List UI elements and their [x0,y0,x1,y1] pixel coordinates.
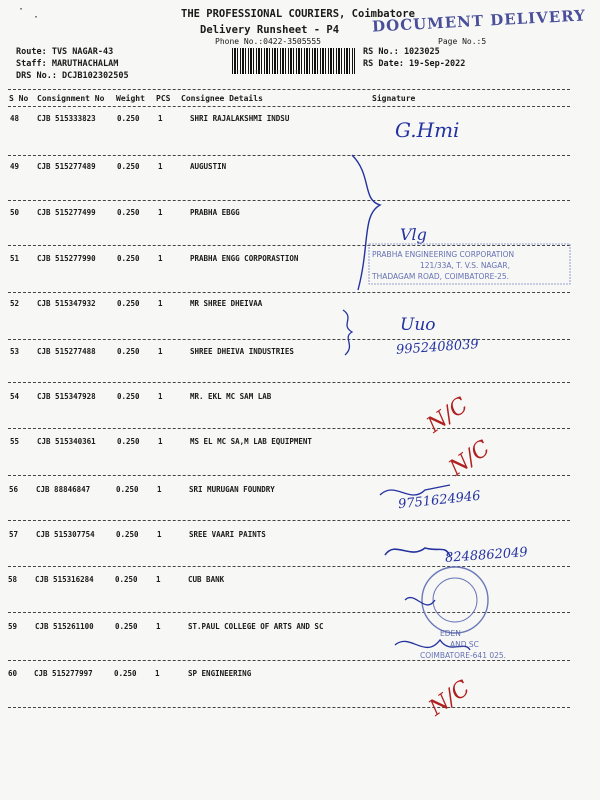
row-consignment: CJB 515340361 [37,437,96,446]
row-consignee: SP ENGINEERING [188,669,252,678]
row-weight: 0.250 [114,669,137,678]
signature-stroke [405,598,435,605]
row-consignment: CJB 88846847 [36,485,91,494]
row-pcs: 1 [157,530,162,539]
prabha-company-stamp [372,249,514,282]
row-sno: 53 [10,347,20,356]
no-contact-60: N/C [424,675,475,722]
row-consignee: PRABHA ENGG CORPORASTION [190,254,299,263]
scan-mark: · [18,4,25,15]
row-sno: 52 [10,299,20,308]
col-consignment: Consignment No [37,94,105,103]
row-pcs: 1 [158,299,163,308]
phone-number: Phone No.:0422-3505555 [215,37,321,46]
stamp-line: 121/33A, T. V.S. NAGAR, [420,261,510,270]
stamp-line: PRABHA ENGINEERING CORPORATION [372,250,515,259]
row-pcs: 1 [158,392,163,401]
round-seal-inner [433,578,477,622]
row-consignee: AUGUSTIN [190,162,227,171]
row-sno: 58 [8,575,18,584]
row-consignment: CJB 515277499 [37,208,96,217]
route: Route: TVS NAGAR-43 [16,47,114,57]
row-weight: 0.250 [117,254,140,263]
drs-number: DRS No.: DCJB102302505 [16,71,129,81]
row-consignment: CJB 515347928 [37,392,96,401]
row-consignee: SHREE DHEIVA INDUSTRIES [190,347,294,356]
row-sno: 60 [8,669,18,678]
row-consignee: MR. EKL MC SAM LAB [190,392,272,401]
row-consignment: CJB 515347932 [37,299,96,308]
row-weight: 0.250 [117,114,140,123]
row-weight: 0.250 [117,347,140,356]
row-consignee: SREE VAARI PAINTS [189,530,266,539]
row-sno: 55 [10,437,20,446]
row-weight: 0.250 [115,575,138,584]
signature-stroke [385,548,450,556]
row-sno: 56 [9,485,19,494]
rs-date: RS Date: 19-Sep-2022 [363,59,466,69]
row-consignee: SHRI RAJALAKSHMI INDSU [190,114,290,123]
phone-53: 9952408039 [395,337,480,358]
row-consignee: SRI MURUGAN FOUNDRY [189,485,275,494]
row-sno: 51 [10,254,20,263]
row-pcs: 1 [158,437,163,446]
row-pcs: 1 [158,347,163,356]
row-consignee: MR SHREE DHEIVAA [190,299,263,308]
row-sno: 48 [10,114,20,123]
scan-mark: · [33,12,40,23]
row-consignment: CJB 515277489 [37,162,96,171]
phone-56: 9751624946 [397,488,482,513]
row-consignment: CJB 515333823 [37,114,96,123]
row-pcs: 1 [158,114,163,123]
row-consignment: CJB 515316284 [35,575,94,584]
stamp-line: COIMBATORE-641 025. [420,651,507,660]
row-consignee: ST.PAUL COLLEGE OF ARTS AND SC [188,622,324,631]
row-sno: 57 [9,530,19,539]
staff: Staff: MARUTHACHALAM [16,59,119,69]
row-weight: 0.250 [116,485,139,494]
no-contact-54: N/C [422,392,473,439]
row-sno: 59 [8,622,18,631]
row-weight: 0.250 [117,299,140,308]
document-delivery-stamp: DOCUMENT DELIVERY [371,6,587,36]
signature-48: G.Hmi [395,118,460,142]
row-consignment: CJB 515277488 [37,347,96,356]
phone-57: 8248862049 [444,545,529,566]
round-seal [422,567,488,633]
row-weight: 0.250 [116,530,139,539]
row-pcs: 1 [158,162,163,171]
row-weight: 0.250 [117,437,140,446]
row-pcs: 1 [155,669,160,678]
signature-53: Uuo [400,315,436,335]
company-title: THE PROFESSIONAL COURIERS, Coimbatore [181,8,415,20]
rs-number: RS No.: 1023025 [363,47,440,57]
row-consignment: CJB 515307754 [36,530,95,539]
row-consignment: CJB 515277990 [37,254,96,263]
no-contact-55: N/C [444,435,495,482]
row-pcs: 1 [156,575,161,584]
page-number: Page No.:5 [438,37,487,46]
col-pcs: PCS [156,94,171,103]
col-weight: Weight [116,94,145,103]
row-pcs: 1 [158,208,163,217]
runsheet-subtitle: Delivery Runsheet - P4 [200,24,340,36]
row-weight: 0.250 [117,162,140,171]
row-sno: 50 [10,208,20,217]
stamp-line: AND SC [450,640,479,649]
row-pcs: 1 [158,254,163,263]
row-weight: 0.250 [117,208,140,217]
signature-50: Vlg [400,225,427,244]
row-consignee: PRABHA EBGG [190,208,240,217]
stamp-line: EDEN [440,629,461,638]
row-consignee: CUB BANK [188,575,225,584]
row-weight: 0.250 [115,622,138,631]
row-consignment: CJB 515277997 [34,669,93,678]
stamp-line: THADAGAM ROAD, COIMBATORE-25. [372,272,510,281]
col-signature: Signature [372,94,416,103]
col-sno: S No [9,94,29,103]
row-pcs: 1 [157,485,162,494]
col-consignee: Consignee Details [181,94,263,103]
row-consignee: MS EL MC SA,M LAB EQUIPMENT [190,437,312,446]
row-sno: 54 [10,392,20,401]
row-consignment: CJB 515261100 [35,622,94,631]
row-weight: 0.250 [117,392,140,401]
row-pcs: 1 [156,622,161,631]
row-sno: 49 [10,162,20,171]
bracket-stroke [343,310,352,355]
college-stamp [420,628,507,661]
